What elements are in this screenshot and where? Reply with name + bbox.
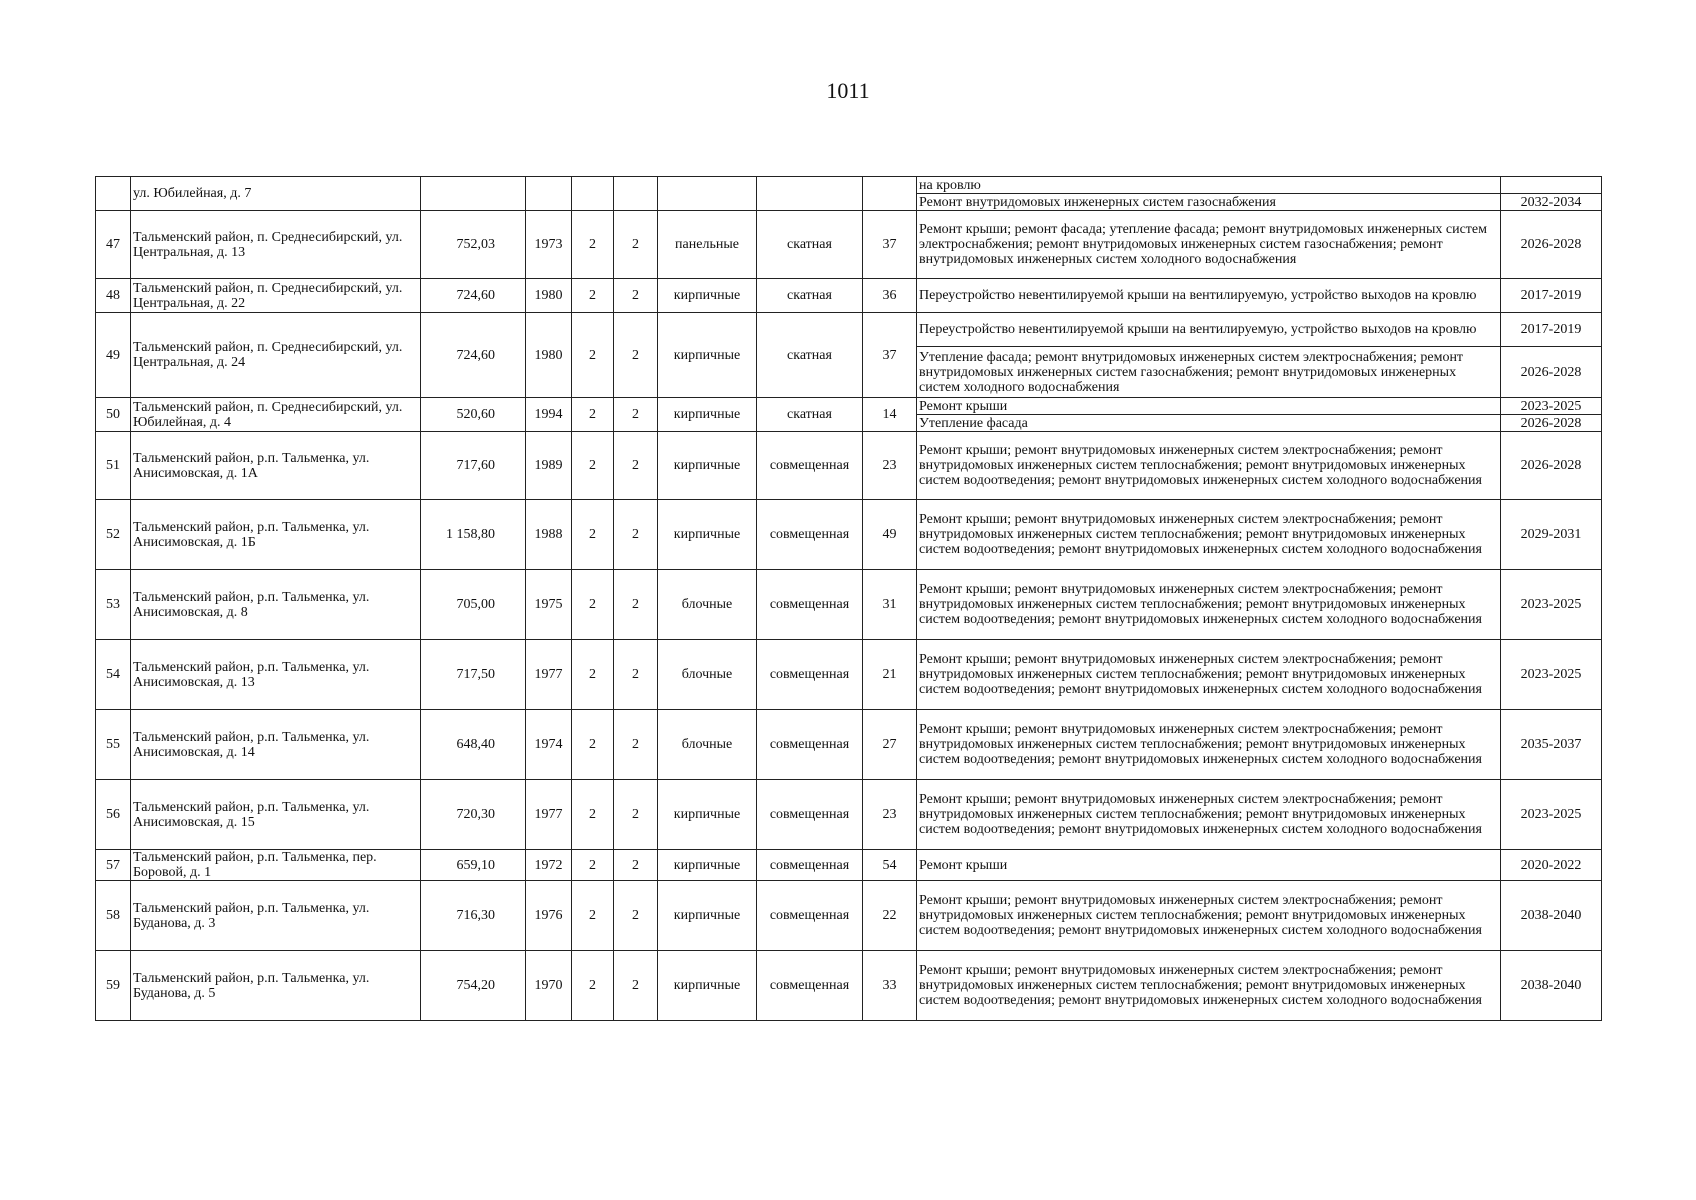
year-cell: 1977 (526, 780, 572, 850)
address-cell: Тальменский район, п. Среднесибирский, ул. Центральная, д. 22 (131, 279, 421, 313)
entrances-cell: 2 (614, 780, 658, 850)
walls-material-cell: кирпичные (658, 951, 757, 1021)
table-row (96, 279, 1602, 313)
walls-material-cell: кирпичные (658, 313, 757, 398)
period-cell: 2023-2025 (1501, 780, 1602, 850)
year-cell: 1972 (526, 850, 572, 881)
works-cell: Ремонт крыши; ремонт внутридомовых инженерных систем электроснабжения; ремонт внутридомовых инженерных систем теплоснабжения; ремонт внутридомовых инженерных систем водоотведения; ремонт внутридомовых инженерных систем холодного водоснабжения (917, 881, 1501, 951)
area-cell: 1 158,80 (421, 500, 526, 570)
area-cell: 717,50 (421, 640, 526, 710)
address-cell: Тальменский район, р.п. Тальменка, ул. Буданова, д. 3 (131, 881, 421, 951)
table-row (96, 780, 1602, 850)
area-cell (421, 177, 526, 211)
area-cell: 520,60 (421, 398, 526, 432)
year-cell: 1970 (526, 951, 572, 1021)
floors-cell: 2 (572, 313, 614, 398)
roof-type-cell: совмещенная (757, 500, 863, 570)
area-cell: 717,60 (421, 432, 526, 500)
area-cell: 720,30 (421, 780, 526, 850)
table-row (96, 432, 1602, 500)
address-cell: Тальменский район, р.п. Тальменка, ул. Буданова, д. 5 (131, 951, 421, 1021)
floors-cell: 2 (572, 432, 614, 500)
repair-program-table (95, 176, 1602, 1021)
entrances-cell: 2 (614, 850, 658, 881)
works-cell: на кровлю (917, 177, 1501, 194)
year-cell: 1975 (526, 570, 572, 640)
works-cell: Ремонт крыши; ремонт внутридомовых инженерных систем электроснабжения; ремонт внутридомовых инженерных систем теплоснабжения; ремонт внутридомовых инженерных систем водоотведения; ремонт внутридомовых инженерных систем холодного водоснабжения (917, 570, 1501, 640)
table-row (96, 211, 1602, 279)
area-cell: 659,10 (421, 850, 526, 881)
row-number: 58 (96, 881, 131, 951)
floors-cell: 2 (572, 780, 614, 850)
period-cell (1501, 177, 1602, 194)
walls-material-cell: блочные (658, 570, 757, 640)
year-cell: 1977 (526, 640, 572, 710)
floors-cell: 2 (572, 850, 614, 881)
row-number: 49 (96, 313, 131, 398)
period-cell: 2038-2040 (1501, 881, 1602, 951)
roof-type-cell: скатная (757, 313, 863, 398)
area-cell: 648,40 (421, 710, 526, 780)
works-cell: Ремонт крыши (917, 850, 1501, 881)
apartments-cell: 49 (863, 500, 917, 570)
row-number: 57 (96, 850, 131, 881)
page-number: 1011 (826, 78, 870, 103)
year-cell: 1980 (526, 279, 572, 313)
year-cell: 1980 (526, 313, 572, 398)
apartments-cell: 23 (863, 432, 917, 500)
address-cell: Тальменский район, р.п. Тальменка, ул. Анисимовская, д. 1А (131, 432, 421, 500)
row-number: 54 (96, 640, 131, 710)
roof-type-cell: скатная (757, 398, 863, 432)
row-number: 53 (96, 570, 131, 640)
floors-cell: 2 (572, 211, 614, 279)
walls-material-cell: панельные (658, 211, 757, 279)
apartments-cell: 36 (863, 279, 917, 313)
works-cell: Ремонт крыши; ремонт внутридомовых инженерных систем электроснабжения; ремонт внутридомовых инженерных систем теплоснабжения; ремонт внутридомовых инженерных систем водоотведения; ремонт внутридомовых инженерных систем холодного водоснабжения (917, 432, 1501, 500)
works-cell: Ремонт крыши; ремонт внутридомовых инженерных систем электроснабжения; ремонт внутридомовых инженерных систем теплоснабжения; ремонт внутридомовых инженерных систем водоотведения; ремонт внутридомовых инженерных систем холодного водоснабжения (917, 951, 1501, 1021)
apartments-cell: 31 (863, 570, 917, 640)
entrances-cell (614, 177, 658, 211)
apartments-cell: 33 (863, 951, 917, 1021)
period-cell: 2017-2019 (1501, 313, 1602, 347)
walls-material-cell: кирпичные (658, 279, 757, 313)
area-cell: 705,00 (421, 570, 526, 640)
table-row (96, 398, 1602, 415)
area-cell: 752,03 (421, 211, 526, 279)
row-number: 48 (96, 279, 131, 313)
row-number: 56 (96, 780, 131, 850)
apartments-cell: 37 (863, 313, 917, 398)
row-number: 51 (96, 432, 131, 500)
entrances-cell: 2 (614, 432, 658, 500)
apartments-cell: 14 (863, 398, 917, 432)
address-cell: Тальменский район, р.п. Тальменка, ул. Анисимовская, д. 14 (131, 710, 421, 780)
walls-material-cell: кирпичные (658, 500, 757, 570)
roof-type-cell: совмещенная (757, 881, 863, 951)
table-row (96, 313, 1602, 347)
period-cell: 2038-2040 (1501, 951, 1602, 1021)
apartments-cell: 23 (863, 780, 917, 850)
roof-type-cell: скатная (757, 211, 863, 279)
year-cell (526, 177, 572, 211)
entrances-cell: 2 (614, 279, 658, 313)
period-cell: 2035-2037 (1501, 710, 1602, 780)
works-cell: Ремонт крыши (917, 398, 1501, 415)
roof-type-cell: совмещенная (757, 710, 863, 780)
address-cell: Тальменский район, п. Среднесибирский, ул. Юбилейная, д. 4 (131, 398, 421, 432)
entrances-cell: 2 (614, 211, 658, 279)
period-cell: 2026-2028 (1501, 432, 1602, 500)
entrances-cell: 2 (614, 951, 658, 1021)
walls-material-cell: кирпичные (658, 398, 757, 432)
entrances-cell: 2 (614, 570, 658, 640)
apartments-cell: 22 (863, 881, 917, 951)
address-cell: Тальменский район, р.п. Тальменка, ул. Анисимовская, д. 8 (131, 570, 421, 640)
works-cell: Ремонт крыши; ремонт внутридомовых инженерных систем электроснабжения; ремонт внутридомовых инженерных систем теплоснабжения; ремонт внутридомовых инженерных систем водоотведения; ремонт внутридомовых инженерных систем холодного водоснабжения (917, 710, 1501, 780)
address-cell: ул. Юбилейная, д. 7 (131, 177, 421, 211)
row-number (96, 177, 131, 211)
roof-type-cell: совмещенная (757, 951, 863, 1021)
table-row (96, 951, 1602, 1021)
address-cell: Тальменский район, р.п. Тальменка, ул. Анисимовская, д. 15 (131, 780, 421, 850)
table-row (96, 640, 1602, 710)
year-cell: 1976 (526, 881, 572, 951)
area-cell: 724,60 (421, 313, 526, 398)
address-cell: Тальменский район, р.п. Тальменка, пер. Боровой, д. 1 (131, 850, 421, 881)
address-cell: Тальменский район, п. Среднесибирский, ул. Центральная, д. 13 (131, 211, 421, 279)
walls-material-cell: кирпичные (658, 432, 757, 500)
roof-type-cell: совмещенная (757, 570, 863, 640)
roof-type-cell: совмещенная (757, 640, 863, 710)
floors-cell: 2 (572, 398, 614, 432)
apartments-cell: 21 (863, 640, 917, 710)
area-cell: 716,30 (421, 881, 526, 951)
floors-cell (572, 177, 614, 211)
works-cell: Утепление фасада; ремонт внутридомовых инженерных систем электроснабжения; ремонт внутридомовых инженерных систем газоснабжения; ремонт внутридомовых инженерных систем холодного водоснабжения (917, 347, 1501, 398)
floors-cell: 2 (572, 881, 614, 951)
works-cell: Ремонт крыши; ремонт внутридомовых инженерных систем электроснабжения; ремонт внутридомовых инженерных систем теплоснабжения; ремонт внутридомовых инженерных систем водоотведения; ремонт внутридомовых инженерных систем холодного водоснабжения (917, 640, 1501, 710)
address-cell: Тальменский район, р.п. Тальменка, ул. Анисимовская, д. 1Б (131, 500, 421, 570)
entrances-cell: 2 (614, 710, 658, 780)
address-cell: Тальменский район, р.п. Тальменка, ул. Анисимовская, д. 13 (131, 640, 421, 710)
floors-cell: 2 (572, 570, 614, 640)
entrances-cell: 2 (614, 640, 658, 710)
floors-cell: 2 (572, 710, 614, 780)
works-cell: Ремонт внутридомовых инженерных систем газоснабжения (917, 194, 1501, 211)
year-cell: 1974 (526, 710, 572, 780)
period-cell: 2023-2025 (1501, 640, 1602, 710)
period-cell: 2023-2025 (1501, 398, 1602, 415)
year-cell: 1989 (526, 432, 572, 500)
floors-cell: 2 (572, 640, 614, 710)
table-row (96, 177, 1602, 194)
walls-material-cell: кирпичные (658, 850, 757, 881)
entrances-cell: 2 (614, 313, 658, 398)
entrances-cell: 2 (614, 500, 658, 570)
roof-type-cell: совмещенная (757, 780, 863, 850)
year-cell: 1988 (526, 500, 572, 570)
apartments-cell: 37 (863, 211, 917, 279)
table-row (96, 500, 1602, 570)
period-cell: 2026-2028 (1501, 415, 1602, 432)
table-row (96, 850, 1602, 881)
works-cell: Ремонт крыши; ремонт фасада; утепление фасада; ремонт внутридомовых инженерных систем электроснабжения; ремонт внутридомовых инженерных систем газоснабжения; ремонт внутридомовых инженерных систем холодного водоснабжения (917, 211, 1501, 279)
apartments-cell (863, 177, 917, 211)
period-cell: 2017-2019 (1501, 279, 1602, 313)
floors-cell: 2 (572, 500, 614, 570)
period-cell: 2026-2028 (1501, 347, 1602, 398)
table-row (96, 881, 1602, 951)
works-cell: Ремонт крыши; ремонт внутридомовых инженерных систем электроснабжения; ремонт внутридомовых инженерных систем теплоснабжения; ремонт внутридомовых инженерных систем водоотведения; ремонт внутридомовых инженерных систем холодного водоснабжения (917, 780, 1501, 850)
row-number: 55 (96, 710, 131, 780)
entrances-cell: 2 (614, 398, 658, 432)
table-row (96, 710, 1602, 780)
period-cell: 2026-2028 (1501, 211, 1602, 279)
row-number: 52 (96, 500, 131, 570)
year-cell: 1994 (526, 398, 572, 432)
address-cell: Тальменский район, п. Среднесибирский, ул. Центральная, д. 24 (131, 313, 421, 398)
table-row (96, 570, 1602, 640)
floors-cell: 2 (572, 951, 614, 1021)
row-number: 47 (96, 211, 131, 279)
walls-material-cell: кирпичные (658, 780, 757, 850)
works-cell: Переустройство невентилируемой крыши на вентилируемую, устройство выходов на кровлю (917, 279, 1501, 313)
period-cell: 2029-2031 (1501, 500, 1602, 570)
area-cell: 724,60 (421, 279, 526, 313)
walls-material-cell: кирпичные (658, 881, 757, 951)
period-cell: 2020-2022 (1501, 850, 1602, 881)
roof-type-cell (757, 177, 863, 211)
row-number: 59 (96, 951, 131, 1021)
entrances-cell: 2 (614, 881, 658, 951)
roof-type-cell: совмещенная (757, 850, 863, 881)
row-number: 50 (96, 398, 131, 432)
works-cell: Переустройство невентилируемой крыши на вентилируемую, устройство выходов на кровлю (917, 313, 1501, 347)
roof-type-cell: скатная (757, 279, 863, 313)
apartments-cell: 54 (863, 850, 917, 881)
period-cell: 2023-2025 (1501, 570, 1602, 640)
walls-material-cell (658, 177, 757, 211)
period-cell: 2032-2034 (1501, 194, 1602, 211)
walls-material-cell: блочные (658, 710, 757, 780)
apartments-cell: 27 (863, 710, 917, 780)
floors-cell: 2 (572, 279, 614, 313)
area-cell: 754,20 (421, 951, 526, 1021)
works-cell: Ремонт крыши; ремонт внутридомовых инженерных систем электроснабжения; ремонт внутридомовых инженерных систем теплоснабжения; ремонт внутридомовых инженерных систем водоотведения; ремонт внутридомовых инженерных систем холодного водоснабжения (917, 500, 1501, 570)
roof-type-cell: совмещенная (757, 432, 863, 500)
works-cell: Утепление фасада (917, 415, 1501, 432)
walls-material-cell: блочные (658, 640, 757, 710)
year-cell: 1973 (526, 211, 572, 279)
